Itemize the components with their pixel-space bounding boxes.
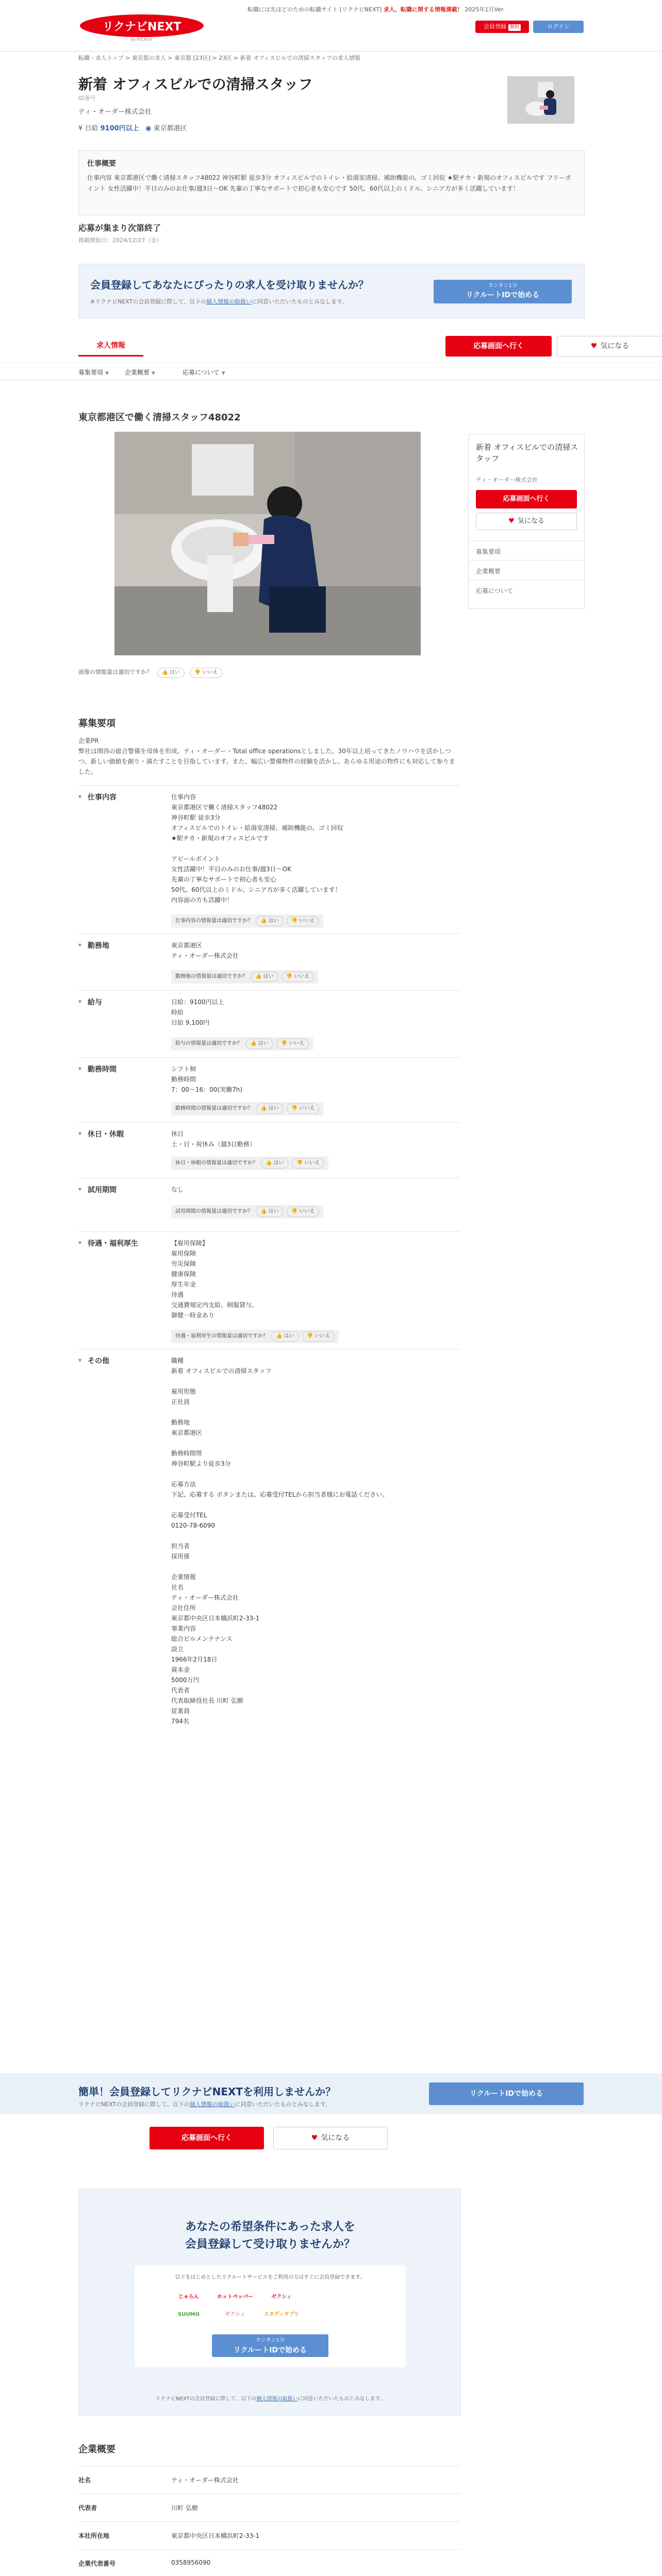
feedback-no-button[interactable]: 👎 いいえ [287, 1104, 320, 1114]
toggle-arrow-icon: ▾ [78, 998, 82, 1005]
header-note-suffix: 2025年1月Ver. [462, 6, 505, 13]
feedback-question: 給与の情報量は適切ですか？ [175, 1041, 242, 1046]
feedback-question: 休日・休暇の情報量は適切ですか？ [175, 1160, 258, 1166]
promo-title-line2: 会員登録して受け取りませんか？ [185, 2238, 355, 2251]
service-logo: SUUMO [178, 2312, 200, 2317]
toggle-arrow-icon: ▾ [78, 1185, 82, 1193]
job-photo [114, 432, 421, 655]
sidebar-link-requirements[interactable]: 募集要項 [469, 540, 584, 560]
toggle-arrow-icon: ▾ [78, 1357, 82, 1364]
sidebar-link-company[interactable]: 企業概要 [469, 560, 584, 580]
tab-strip [78, 336, 630, 357]
req-feedback [171, 1037, 313, 1050]
req-feedback [171, 1330, 339, 1343]
yen-icon: ¥ [78, 125, 83, 132]
promo-footnote [79, 2394, 461, 2402]
requirements-heading: 募集要項 [78, 718, 115, 729]
service-logo: ゼクシィ [225, 2312, 245, 2317]
summary-text: 仕事内容 東京都港区で働く清掃スタッフ48022 神谷町駅 徒歩3分 オフィスビルでのトイレ・給湯室清掃、補助機能の、ゴミ回収 ★駅チカ・新規のオフィスビルです フリーポイント 女性活躍中！平日のみのお仕事/週3日〜OK 先輩の丁寧なサポートで初心者も安心です 50代、60代以上のミドル、シニア方が多く活躍しています！ [87, 174, 572, 192]
recruit-id-button[interactable] [434, 280, 572, 303]
heart-icon: ♥ [508, 517, 515, 525]
req-feedback [171, 914, 323, 928]
feedback-yes-button[interactable]: 👍 はい [261, 1158, 289, 1168]
breadcrumb[interactable]: 転職・求人トップ > 東京都の求人 > 東京都 [23区] > 23区 > 新着 オフィスビルでの清掃スタッフの求人情報 [78, 55, 360, 61]
banner-sub-suffix: に同意いただいたものとみなします。 [252, 298, 348, 305]
feedback-yes-button[interactable] [157, 668, 185, 678]
subnav-label: 募集要項 [78, 369, 104, 376]
subnav-item-apply[interactable] [183, 368, 225, 377]
recruit-id-button-label: リクルートIDで始める [233, 2346, 307, 2354]
location-value: 東京都港区 [153, 125, 187, 132]
company-row [78, 2494, 461, 2521]
req-label: 給与 [88, 998, 102, 1007]
company-row [78, 2549, 461, 2576]
sidebar-apply-button[interactable]: 応募画面へ行く [476, 490, 577, 509]
req-value: シフト制 勤務時間 7：00〜16：00(実働7h) [171, 1065, 243, 1093]
feedback-question: 勤務時間の情報量は適切ですか？ [175, 1106, 253, 1111]
feedback-no-button[interactable] [190, 668, 223, 678]
recruit-id-button[interactable] [212, 2334, 328, 2357]
company-value: 0358956090 [171, 2559, 211, 2566]
promo-title-line1: あなたの希望条件にあった求人を [185, 2221, 355, 2233]
feedback-no-button[interactable]: 👎 いいえ [276, 1039, 309, 1049]
feedback-yes-button[interactable]: 👍 はい [251, 972, 278, 982]
header-note-bold: 求人、転職に関する情報満載！ [383, 6, 463, 13]
company-row [78, 2466, 461, 2494]
toggle-arrow-icon: ▾ [78, 1130, 82, 1137]
feedback-yes-button[interactable]: 👍 はい [245, 1039, 273, 1049]
privacy-link[interactable]: 個人情報の取扱い [206, 298, 252, 305]
subnav-item-company[interactable] [125, 368, 155, 377]
privacy-link[interactable]: 個人情報の取扱い [256, 2396, 298, 2402]
req-value: 東京都港区 ティ・オーダー株式会社 [171, 942, 239, 959]
feedback-no-button[interactable]: 👎 いいえ [302, 1331, 335, 1342]
sidebar-title: 新着 オフィスビルでの清掃スタッフ [476, 443, 578, 463]
req-value: 休日 土・日・祝休み（週3日勤務） [171, 1130, 256, 1148]
sidebar-favorite-button[interactable] [476, 513, 577, 530]
req-row-work [78, 785, 460, 934]
thumbs-up-icon: 👍 [161, 670, 168, 675]
service-logo: ゼクシィ [271, 2294, 292, 2300]
company-value: 東京都中央区日本橋浜町2-33-1 [171, 2532, 260, 2539]
job-summary-box [78, 150, 585, 215]
req-feedback [171, 1157, 328, 1170]
req-value: 仕事内容 東京都港区で働く清掃スタッフ48022 神谷町駅 徒歩3分 オフィスビルでのトイレ・給湯室清掃、補助機能の、ゴミ回収 ★駅チカ・新規のオフィスビルです アピールポイント 女性活躍中！平日のみのお仕事/週3日〜OK 先輩の丁寧なサポートで初心者も安心 50代、60代以上のミドル、シニア方が多く活躍しています！ 内容面の方も活躍中！ [171, 793, 343, 904]
closing-notice: 応募が集まり次第終了 [78, 223, 161, 233]
favorite-button-middle[interactable] [273, 2127, 388, 2149]
subnav-label: 企業概要 [125, 369, 150, 376]
summary-heading: 仕事概要 [87, 160, 116, 168]
feedback-no-button[interactable]: 👎 いいえ [287, 1207, 320, 1217]
company-heading: 企業概要 [78, 2444, 115, 2455]
company-value: 川町 弘樹 [171, 2504, 198, 2512]
promo-foot-prefix: リクナビNEXTの会員登録に際して、以下の [155, 2396, 257, 2402]
banner-title: 会員登録してあなたにぴったりの求人を受け取りませんか？ [90, 279, 369, 291]
feedback-no-button[interactable]: 👎 いいえ [292, 1158, 325, 1168]
apply-button[interactable]: 応募画面へ行く [445, 336, 552, 357]
req-value: 職種 新着 オフィスビルでの清掃スタッフ 雇用形態 正社員 勤務地 東京都港区 勤務時間帯 神谷町駅より徒歩3分 応募方法 下記、応募する ボタンまたは、応募受付TELから担当者様にお電話ください。 応募受付TEL 0120-78-6090 担当者 採用係 企業情報 社名 ティ・オーダー株式会社 会社住所 東京都中央区日本橋浜町2-33-1 事業内容 総合ビルメンテナンス 設立 1966年2月18日 資本金 5000万円 代表者 代表取締役社長 川町 弘樹 従業員 794名 [171, 1357, 389, 1725]
feedback-question: 試用期間の情報量は適切ですか？ [175, 1209, 253, 1214]
req-label: 勤務時間 [88, 1065, 117, 1074]
site-header [0, 0, 662, 52]
feedback-question: 待遇・福利厚生の情報量は適切ですか？ [175, 1333, 268, 1339]
toggle-arrow-icon: ▾ [78, 1065, 82, 1072]
feedback-question: 勤務地の情報量は適切ですか？ [175, 974, 247, 979]
pay-location-line [78, 123, 187, 132]
header-note [247, 5, 650, 13]
feedback-yes-button[interactable]: 👍 はい [271, 1331, 299, 1342]
signup-banner-wide [0, 2073, 662, 2114]
svg-text:by RECRUIT: by RECRUIT [131, 38, 153, 42]
req-label: その他 [88, 1357, 109, 1365]
req-row-salary [78, 990, 460, 1057]
req-row-holidays [78, 1122, 460, 1178]
pay-label: 日給 [85, 125, 98, 132]
member-promo [78, 2189, 461, 2415]
chevron-down-icon: ▼ [105, 371, 109, 376]
req-value: なし [171, 1186, 184, 1193]
banner-sub-prefix: ※リクナビNEXTの会員登録に際して、以下の [90, 298, 207, 305]
recruit-id-button-small: カンタン1分 [256, 2337, 285, 2343]
apply-button-middle[interactable]: 応募画面へ行く [150, 2127, 264, 2149]
company-name[interactable]: ティ・オーダー株式会社 [78, 108, 152, 116]
req-row-location [78, 934, 460, 990]
feedback-no-button[interactable]: 👎 いいえ [282, 972, 315, 982]
service-logo: じゃらん [178, 2294, 199, 2300]
thumbs-down-icon: 👎 [194, 670, 201, 675]
toggle-arrow-icon: ▾ [78, 793, 82, 800]
privacy-link[interactable]: 個人情報の取扱い [189, 2101, 235, 2108]
feedback-question: 仕事内容の情報量は適切ですか？ [175, 918, 253, 924]
register-label: 会員登録 [483, 23, 506, 30]
recruit-id-button[interactable]: リクルートIDで始める [429, 2082, 584, 2105]
banner-sub [90, 297, 347, 306]
sidebar-company: ティ・オーダー株式会社 [476, 477, 538, 483]
feedback-yes-button[interactable]: 👍 はい [256, 1207, 284, 1217]
promo-foot-suffix: に同意いただいたものとみなします。 [297, 2396, 385, 2402]
job-id-label: ID番号 [78, 95, 96, 101]
sticky-sidebar [468, 434, 585, 609]
recruit-id-button-label: リクルートIDで始める [466, 291, 540, 299]
location-pin-icon: ◉ [145, 125, 152, 132]
company-key: 本社所在地 [78, 2532, 110, 2539]
req-row-trial [78, 1178, 460, 1231]
member-signup-banner [78, 264, 585, 318]
logo-text: リクナビNEXT [102, 21, 181, 33]
photo-feedback [78, 668, 222, 678]
req-row-hours [78, 1057, 460, 1122]
section-subnav [0, 363, 662, 380]
req-label: 休日・休暇 [88, 1130, 124, 1139]
rikunabi-logo[interactable] [78, 12, 205, 42]
company-key: 企業代表番号 [78, 2560, 116, 2567]
promo-note: 以下をはじめとしたリクルートサービスをご利用の方はすぐに会員登録できます。 [175, 2275, 366, 2280]
req-row-benefits [78, 1231, 460, 1349]
banner-sub-prefix: リクナビNEXTの会員登録に際して、以下の [78, 2101, 190, 2108]
req-feedback [171, 1102, 323, 1115]
favorite-label: 気になる [600, 342, 630, 350]
free-badge: 無料 [508, 24, 521, 31]
company-value: ティ・オーダー株式会社 [171, 2477, 239, 2484]
feedback-question: 画像の情報量は適切ですか？ [78, 669, 152, 675]
req-value: 【雇用保険】 雇用保険 労災保険 健康保険 厚生年金 待遇 交通費規定内支給、制服貸与、 御健一時金あり [171, 1240, 258, 1319]
feedback-no-label: いいえ [202, 670, 218, 675]
banner-sub-suffix: に同意いただいたものとみなします。 [235, 2101, 331, 2108]
tab-job-info[interactable]: 求人情報 [78, 340, 143, 357]
company-row [78, 2521, 461, 2549]
chevron-down-icon: ▼ [152, 371, 155, 376]
req-row-other [78, 1349, 460, 2065]
heart-icon: ♥ [590, 342, 598, 350]
sidebar-link-apply[interactable]: 応募について [469, 580, 584, 599]
req-feedback [171, 1205, 323, 1218]
favorite-label: 気になる [321, 2134, 350, 2142]
req-label: 待遇・福利厚生 [88, 1240, 138, 1248]
req-label: 勤務地 [88, 942, 109, 950]
banner-sub [78, 2100, 331, 2108]
req-label: 仕事内容 [88, 793, 117, 802]
favorite-button[interactable] [557, 336, 662, 357]
page-title: 新着 オフィスビルでの清掃スタッフ [78, 76, 313, 93]
toggle-arrow-icon: ▾ [78, 1239, 82, 1246]
service-logo: ホットペッパー [217, 2294, 253, 2300]
banner-title: 簡単！会員登録してリクナビNEXTを利用しませんか？ [78, 2086, 336, 2098]
company-pr: 企業PR 弊社は関西の総合警備を母体を形成、ティ・オーダー・Total office operationsとしました。30年以上培ってきたノウハウを活かしつつ、新しい価値を創り・満たすことを目指しています。また、幅広い警備物件の経験を活かし、あらゆる用途の物件にも対応して参りました。 [78, 737, 455, 775]
header-note-prefix: 転職には先ほどのための転職サイト [リクナビNEXT] [247, 6, 384, 13]
sidebar-favorite-label: 気になる [517, 517, 544, 525]
service-logo: スタディサプリ [263, 2312, 300, 2317]
feedback-yes-button[interactable]: 👍 はい [256, 1104, 284, 1114]
feedback-no-button[interactable]: 👎 いいえ [287, 916, 320, 926]
posted-date: 掲載開始日：2024/12/27（金） [78, 237, 162, 244]
register-button[interactable] [475, 21, 529, 33]
job-thumbnail[interactable] [507, 76, 574, 124]
recruit-id-button-small: カンタン1分 [488, 283, 517, 289]
feedback-yes-button[interactable]: 👍 はい [256, 916, 284, 926]
toggle-arrow-icon: ▾ [78, 941, 82, 948]
feedback-yes-label: はい [170, 670, 180, 675]
req-feedback [171, 970, 318, 984]
req-label: 試用期間 [88, 1186, 117, 1194]
company-key: 代表者 [78, 2504, 97, 2512]
promo-card [135, 2265, 406, 2367]
heart-icon: ♥ [311, 2134, 318, 2142]
chevron-down-icon: ▼ [221, 371, 225, 376]
company-key: 社名 [78, 2477, 91, 2484]
subnav-label: 応募について [183, 369, 220, 376]
pay-value: 9100円以上 [100, 125, 139, 132]
login-button[interactable]: ログイン [533, 21, 584, 33]
ad-title: 東京都港区で働く清掃スタッフ48022 [78, 412, 241, 423]
req-value: 日給：9100円以上 時給 日給 9,100円 [171, 998, 224, 1026]
subnav-item-requirements[interactable] [78, 368, 109, 377]
